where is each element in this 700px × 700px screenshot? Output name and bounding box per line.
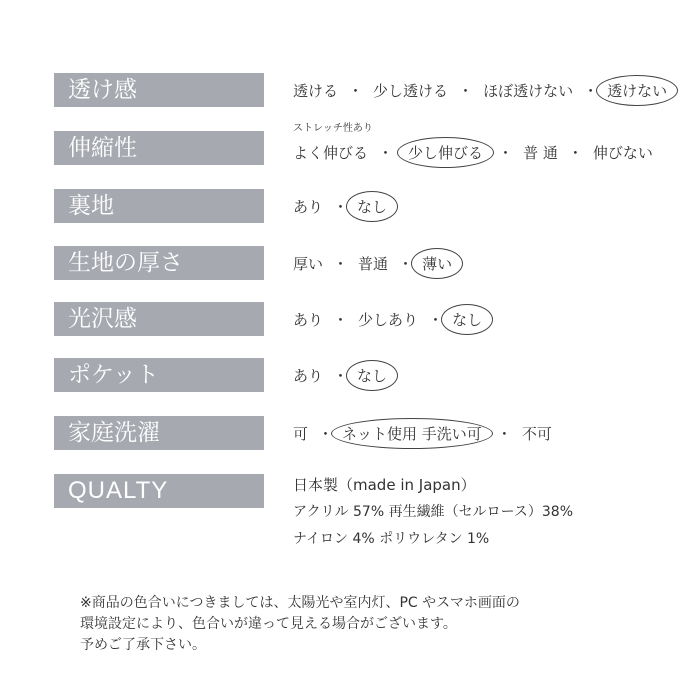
- option: 伸びない: [592, 143, 653, 162]
- selected-option: なし: [441, 304, 493, 335]
- row-label: 裏地: [54, 189, 264, 223]
- options: 厚い ・ 普通 ・ 薄い: [293, 246, 457, 280]
- option: 普 通: [523, 143, 558, 162]
- option: 少しあり: [358, 310, 419, 329]
- option: 少し透ける: [373, 81, 449, 100]
- spec-row-quality: [54, 474, 654, 564]
- color-disclaimer: [80, 593, 640, 656]
- disclaimer-line: 環境設定により、色合いが違って見える場合がございます。: [80, 616, 457, 632]
- options: 透ける ・ 少し透ける ・ ほぼ透けない ・ 透けない: [293, 73, 672, 107]
- row-label: QUALTY: [54, 474, 264, 508]
- material-line: アクリル 57% 再生繊維（セルロース）38%: [293, 504, 574, 520]
- options: あり ・ 少しあり ・ なし: [293, 302, 487, 336]
- row-label: 家庭洗濯: [54, 416, 264, 450]
- disclaimer-line: 予めご了承下さい。: [80, 637, 206, 653]
- row-label: 生地の厚さ: [54, 246, 264, 280]
- row-label: 透け感: [54, 73, 264, 107]
- option: よく伸びる: [293, 143, 369, 162]
- option: ほぼ透けない: [483, 81, 574, 100]
- selected-option: なし: [346, 360, 398, 391]
- selected-option: 少し伸びる: [397, 137, 494, 168]
- row-label: ポケット: [54, 358, 264, 392]
- spec-row-pocket: [54, 358, 654, 392]
- material-line: ナイロン 4% ポリウレタン 1%: [293, 531, 490, 547]
- spec-row-stretch: [54, 123, 654, 165]
- spec-row-washing: [54, 416, 654, 450]
- origin-text: 日本製（made in Japan）: [293, 476, 476, 494]
- selected-option: 透けない: [596, 75, 678, 106]
- option: あり: [293, 366, 324, 385]
- spec-row-gloss: [54, 302, 654, 336]
- option: 可: [293, 424, 309, 443]
- disclaimer-line: ※商品の色合いにつきましては、太陽光や室内灯、PC やスマホ画面の: [80, 595, 520, 611]
- option: あり: [293, 197, 324, 216]
- stretch-note: ストレッチ性あり: [293, 123, 373, 134]
- spec-row-lining: [54, 189, 654, 223]
- row-label: 光沢感: [54, 302, 264, 336]
- option: 普通: [358, 254, 389, 273]
- option: 透ける: [293, 81, 339, 100]
- option: 不可: [521, 424, 552, 443]
- selected-option: ネット使用 手洗い可: [331, 418, 493, 449]
- option: あり: [293, 310, 324, 329]
- spec-row-thickness: [54, 246, 654, 280]
- selected-option: なし: [346, 191, 398, 222]
- options: よく伸びる ・ 少し伸びる ・ 普 通 ・ 伸びない: [293, 135, 653, 169]
- options: あり ・ なし: [293, 358, 392, 392]
- spec-row-transparency: [54, 73, 668, 107]
- selected-option: 薄い: [411, 248, 463, 279]
- option: 厚い: [293, 254, 324, 273]
- options: あり ・ なし: [293, 189, 392, 223]
- options: 可 ・ ネット使用 手洗い可 ・ 不可: [293, 416, 552, 450]
- row-label: 伸縮性: [54, 131, 264, 165]
